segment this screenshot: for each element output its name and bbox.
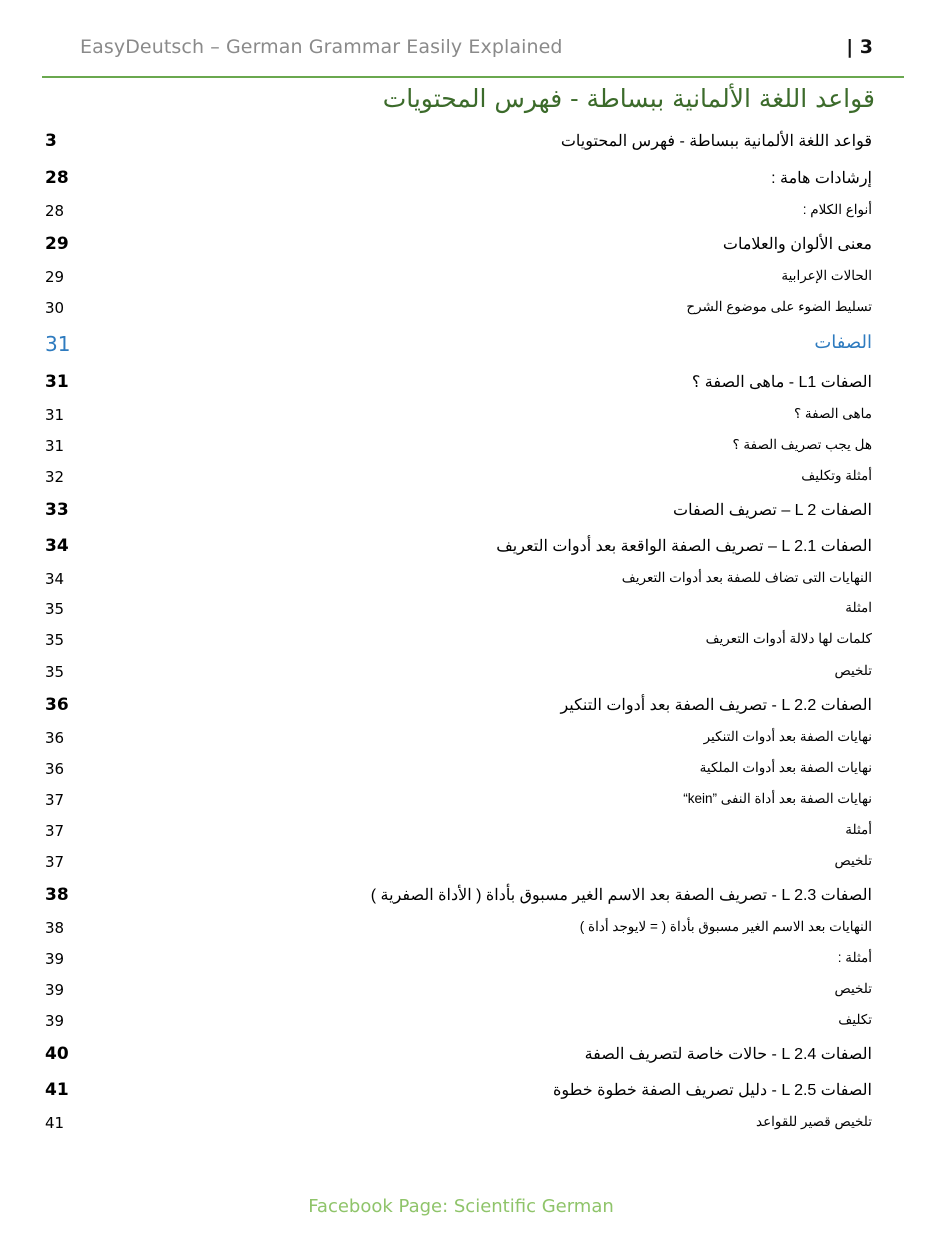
toc-entry-text: تلخيص قصير للقواعد [755, 1114, 872, 1129]
toc-entry-text: ماهى الصفة ؟ [793, 406, 872, 421]
toc-entry-text: الصفات L1 - ماهى الصفة ؟ [691, 374, 872, 391]
toc-entry-page-number: 34 [45, 536, 69, 556]
toc-entry-text: نهايات الصفة بعد أدوات التنكير [703, 729, 872, 744]
toc-entry-text: تلخيص [834, 981, 872, 996]
toc-entry-page-number: 35 [45, 631, 65, 649]
toc-entry-text: الصفات L 2.5 - دليل تصريف الصفة خطوة خطوة [553, 1082, 872, 1099]
toc-entry-page-number: 31 [45, 332, 71, 356]
toc-entry-text: أمثلة : [837, 950, 872, 965]
toc-entry-page-number: 30 [45, 299, 65, 317]
toc-entry-page-number: 37 [45, 853, 65, 871]
toc-entry-text: الصفات L 2.2 - تصريف الصفة بعد أدوات التنكير [560, 697, 872, 714]
toc-entry-page-number: 36 [45, 695, 69, 715]
toc-entry-page-number: 40 [45, 1044, 69, 1064]
toc-entry-text: الصفات L 2 – تصريف الصفات [673, 502, 872, 519]
toc-entry-text: تلخيص [834, 663, 872, 678]
toc-entry-text: النهايات بعد الاسم الغير مسبوق بأداة ( = لايوجد أداة ) [579, 919, 872, 934]
toc-entry-page-number: 29 [45, 268, 65, 286]
toc-entry-text: كلمات لها دلالة أدوات التعريف [705, 631, 872, 646]
toc-entry-page-number: 37 [45, 822, 65, 840]
toc-entry-page-number: 37 [45, 791, 65, 809]
toc-entry-text: امثلة [845, 600, 872, 615]
toc-entry-page-number: 31 [45, 372, 69, 392]
toc-entry-page-number: 31 [45, 437, 65, 455]
toc-entry-page-number: 36 [45, 729, 65, 747]
toc-entry-page-number: 38 [45, 885, 69, 905]
toc-entry-page-number: 34 [45, 570, 65, 588]
toc-entry-text: تسليط الضوء على موضوع الشرح [686, 299, 872, 314]
toc-entry-page-number: 3 [45, 131, 57, 151]
toc-entry-page-number: 35 [45, 600, 65, 618]
toc-entry-text: الحالات الإعرابية [781, 268, 872, 283]
toc-entry-page-number: 28 [45, 202, 65, 220]
toc-entry-text: تلخيص [834, 853, 872, 868]
toc-entry-page-number: 29 [45, 234, 69, 254]
toc-entry-page-number: 35 [45, 663, 65, 681]
toc-entry-page-number: 32 [45, 468, 65, 486]
toc-entry-page-number: 33 [45, 500, 69, 520]
toc-entry-text: النهايات التى تضاف للصفة بعد أدوات التعريف [621, 570, 872, 585]
toc-entry-text: الصفات [814, 332, 872, 352]
toc-entry-text: الصفات L 2.4 - حالات خاصة لتصريف الصفة [584, 1046, 872, 1063]
toc-entry-text: نهايات الصفة بعد أداة النفى ”kein“ [683, 791, 872, 806]
toc-entry-text: أمثلة [845, 822, 872, 837]
toc-entry-page-number: 38 [45, 919, 65, 937]
toc-entry-text: إرشادات هامة : [771, 170, 872, 187]
toc-entry-text: الصفات L 2.1 – تصريف الصفة الواقعة بعد أدوات التعريف [496, 538, 872, 555]
toc-entry-text: قواعد اللغة الألمانية ببساطة - فهرس المحتويات [560, 133, 872, 150]
toc-entry-text: أنواع الكلام : [802, 202, 872, 217]
header-divider [42, 76, 904, 78]
toc-entry-text: أمثلة وتكليف [801, 468, 872, 483]
toc-entry-page-number: 36 [45, 760, 65, 778]
toc-entry-text: هل يجب تصريف الصفة ؟ [732, 437, 872, 452]
toc-entry-page-number: 41 [45, 1080, 69, 1100]
toc-entry-page-number: 39 [45, 981, 65, 999]
running-header-title: EasyDeutsch – German Grammar Easily Explained [80, 36, 563, 58]
toc-entry-page-number: 41 [45, 1114, 65, 1132]
toc-heading: قواعد اللغة الألمانية ببساطة - فهرس المحتويات [382, 84, 875, 113]
toc-entry-text: تكليف [838, 1012, 872, 1027]
toc-entry-text: نهايات الصفة بعد أدوات الملكية [699, 760, 872, 775]
toc-entry-page-number: 28 [45, 168, 69, 188]
footer-facebook-page: Facebook Page: Scientific German [308, 1196, 614, 1217]
toc-entry-page-number: 39 [45, 950, 65, 968]
toc-entry-page-number: 31 [45, 406, 65, 424]
toc-entry-page-number: 39 [45, 1012, 65, 1030]
running-header-page-number: | 3 [846, 36, 873, 58]
toc-entry-text: معنى الألوان والعلامات [722, 236, 872, 253]
toc-entry-text: الصفات L 2.3 - تصريف الصفة بعد الاسم الغير مسبوق بأداة ( الأداة الصفرية ) [370, 887, 872, 904]
